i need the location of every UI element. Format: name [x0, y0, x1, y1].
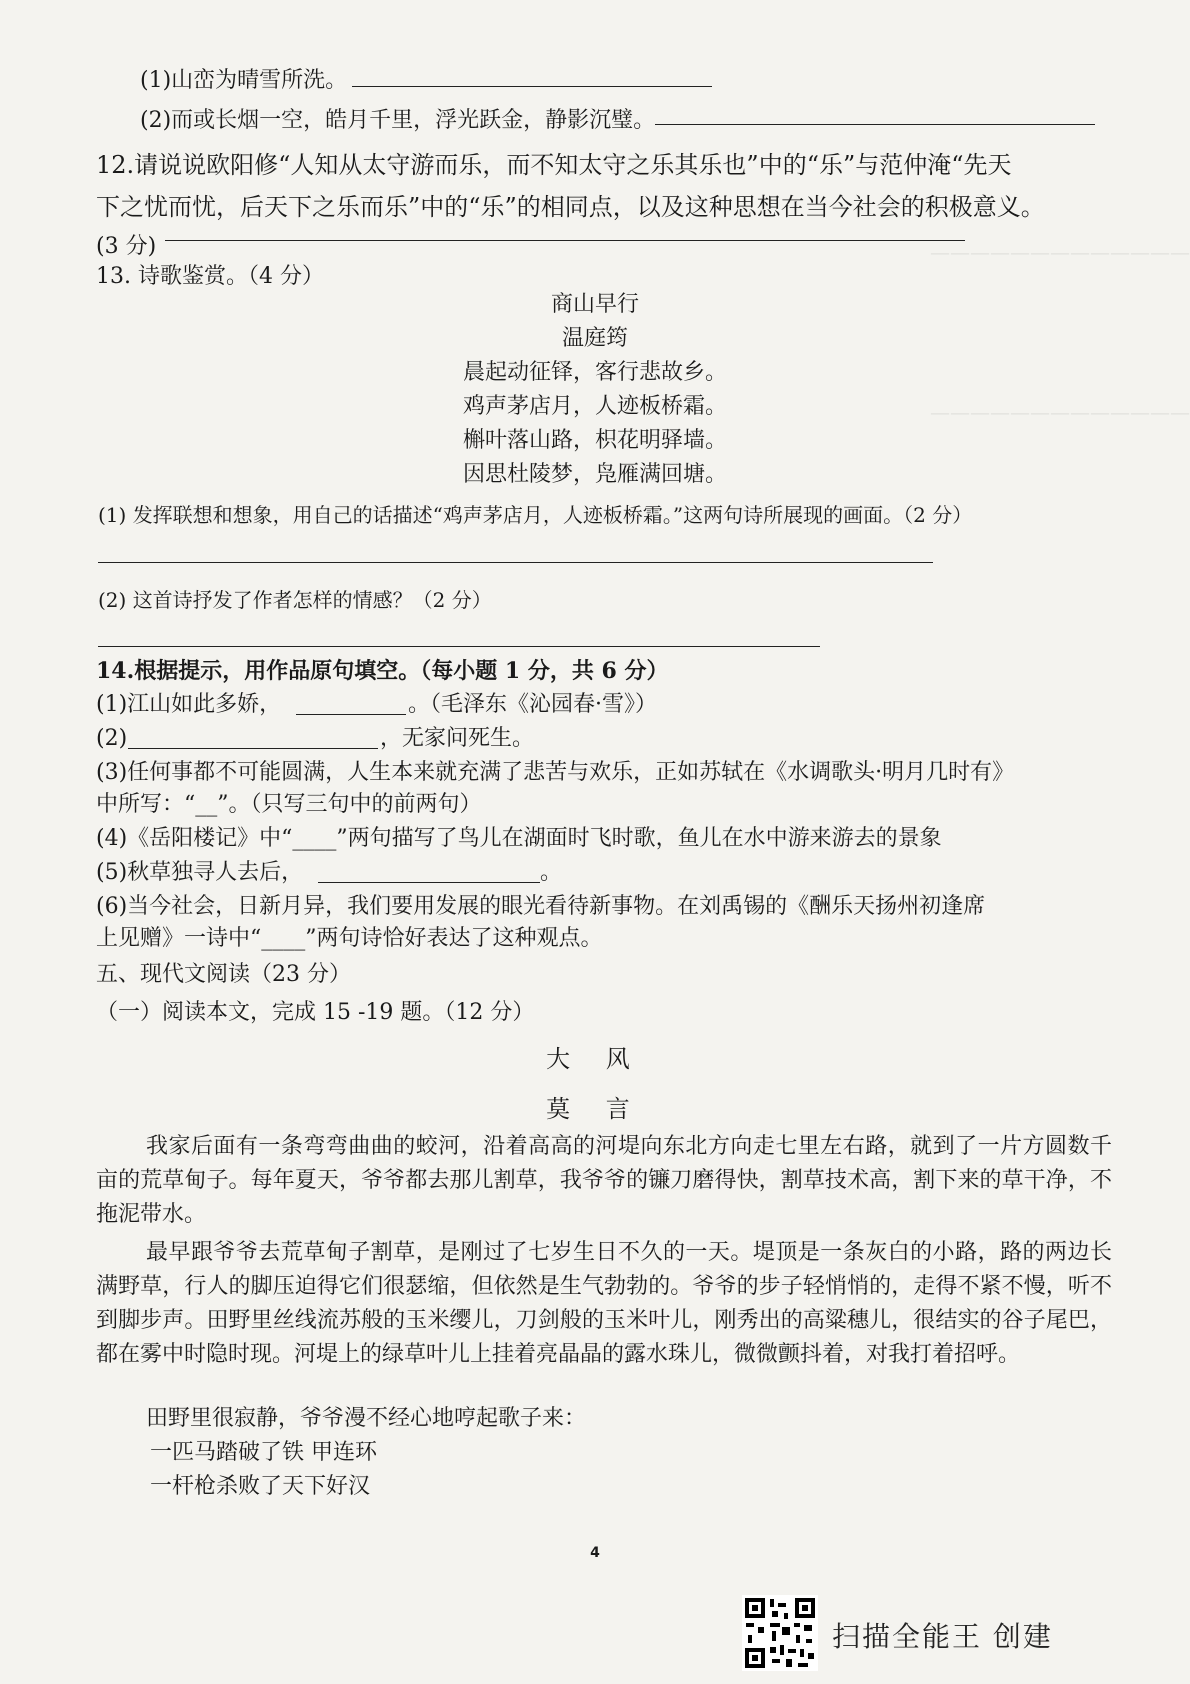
q12-line-2: 下之忧而忧，后天下之乐而乐”中的“乐”的相同点，以及这种思想在当今社会的积极意义。	[96, 193, 1045, 221]
article-paragraph: 我家后面有一条弯弯曲曲的蛟河，沿着高高的河堤向东北方向走七里左右路，就到了一片方圆数千亩的荒草甸子。每年夏天，爷爷都去那儿割草，我爷爷的镰刀磨得快，割草技术高，割下来的草干净，不拖泥带水。	[96, 1134, 1112, 1227]
q14-item-2-answer-line[interactable]	[128, 748, 378, 749]
section-5-sub-heading: （一）阅读本文，完成 15 -19 题。（12 分）	[96, 1000, 535, 1025]
poem-author: 温庭筠	[561, 326, 628, 351]
song-line: 一杆枪杀败了天下好汉	[150, 1474, 371, 1499]
q14-item-1-suffix: 。（毛泽东《沁园春·雪》）	[408, 692, 657, 717]
q13-sub-1-answer-line[interactable]	[98, 562, 933, 563]
poem-line: 因思杜陵梦，凫雁满回塘。	[462, 462, 727, 487]
poem-line: 晨起动征铎，客行悲故乡。	[462, 360, 727, 385]
page-number: 4	[590, 1545, 600, 1561]
poem-line: 鸡声茅店月，人迹板桥霜。	[462, 394, 727, 419]
song-line: 一匹马踏破了铁 甲连环	[150, 1440, 377, 1465]
q14-item-6-line-1: (6)当今社会，日新月异，我们要用发展的眼光看待新事物。在刘禹锡的《酬乐天扬州初逢席	[96, 894, 986, 919]
article-title: 大 风	[546, 1045, 644, 1073]
q14-heading: 14.根据提示，用作品原句填空。（每小题 1 分，共 6 分）	[96, 658, 669, 684]
q14-item-2-suffix: ，无家问死生。	[380, 726, 535, 751]
q13-sub-2: (2) 这首诗抒发了作者怎样的情感？（2 分）	[98, 588, 492, 612]
q12-points: (3 分)	[96, 234, 157, 259]
q12-answer-line[interactable]	[165, 240, 965, 241]
q14-item-4: (4)《岳阳楼记》中“____”两句描写了鸟儿在湖面时飞时歌，鱼儿在水中游来游去的景象	[96, 826, 942, 851]
q14-item-1-answer-line[interactable]	[296, 714, 406, 715]
q12-line-1: 12.请说说欧阳修“人知从太守游而乐，而不知太守之乐其乐也”中的“乐”与范仲淹“先天	[96, 151, 1012, 179]
q14-item-2-prefix: (2)	[96, 726, 128, 751]
q13-heading: 13. 诗歌鉴赏。（4 分）	[96, 264, 324, 289]
q14-item-3-line-1: (3)任何事都不可能圆满，人生本来就充满了悲苦与欢乐，正如苏轼在《水调歌头·明月几时有》	[96, 760, 1015, 785]
section-5-heading: 五、现代文阅读（23 分）	[96, 962, 351, 987]
article-author: 莫 言	[546, 1095, 644, 1123]
q14-item-5-answer-line[interactable]	[318, 882, 540, 883]
q13-sub-1: (1) 发挥联想和想象，用自己的话描述“鸡声茅店月，人迹板桥霜。”这两句诗所展现的画面。（2 分）	[98, 503, 973, 527]
q14-item-6-line-2: 上见赠》一诗中“____”两句诗恰好表达了这种观点。	[96, 926, 603, 951]
article-paragraph: 田野里很寂静，爷爷漫不经心地哼起歌子来：	[146, 1406, 587, 1431]
q14-item-3-line-2: 中所写：“__”。（只写三句中的前两句）	[96, 792, 482, 817]
q14-item-1-prefix: (1)江山如此多娇，	[96, 692, 282, 717]
q13-sub-2-answer-line[interactable]	[98, 646, 820, 647]
bleed-through-decoration: —————————————	[930, 240, 1190, 264]
poem-title: 商山早行	[550, 292, 639, 317]
scanner-watermark-text: 扫描全能王 创建	[832, 1620, 1053, 1653]
q11-item-1: (1)山峦为晴雪所洗。	[140, 68, 348, 93]
bleed-through-decoration: —————————————	[930, 400, 1190, 424]
article-paragraph: 最早跟爷爷去荒草甸子割草，是刚过了七岁生日不久的一天。堤顶是一条灰白的小路，路的两边长满野草，行人的脚压迫得它们很瑟缩，但依然是生气勃勃的。爷爷的步子轻悄悄的，走得不紧不慢，听不到脚步声。田野里丝线流苏般的玉米缨儿，刀剑般的玉米叶儿，刚秀出的高粱穗儿，很结实的谷子尾巴，都在雾中时隐时现。河堤上的绿草叶儿上挂着亮晶晶的露水珠儿，微微颤抖着，对我打着招呼。	[96, 1240, 1112, 1367]
q11-item-2: (2)而或长烟一空，皓月千里，浮光跃金，静影沉璧。	[140, 108, 656, 133]
q11-item-1-answer-line[interactable]	[352, 86, 712, 87]
qr-code-icon	[742, 1595, 818, 1671]
q14-item-5-suffix: 。	[540, 860, 563, 885]
q14-item-5-prefix: (5)秋草独寻人去后，	[96, 860, 304, 885]
poem-line: 槲叶落山路，枳花明驿墙。	[462, 428, 727, 453]
q11-item-2-answer-line[interactable]	[655, 124, 1095, 125]
